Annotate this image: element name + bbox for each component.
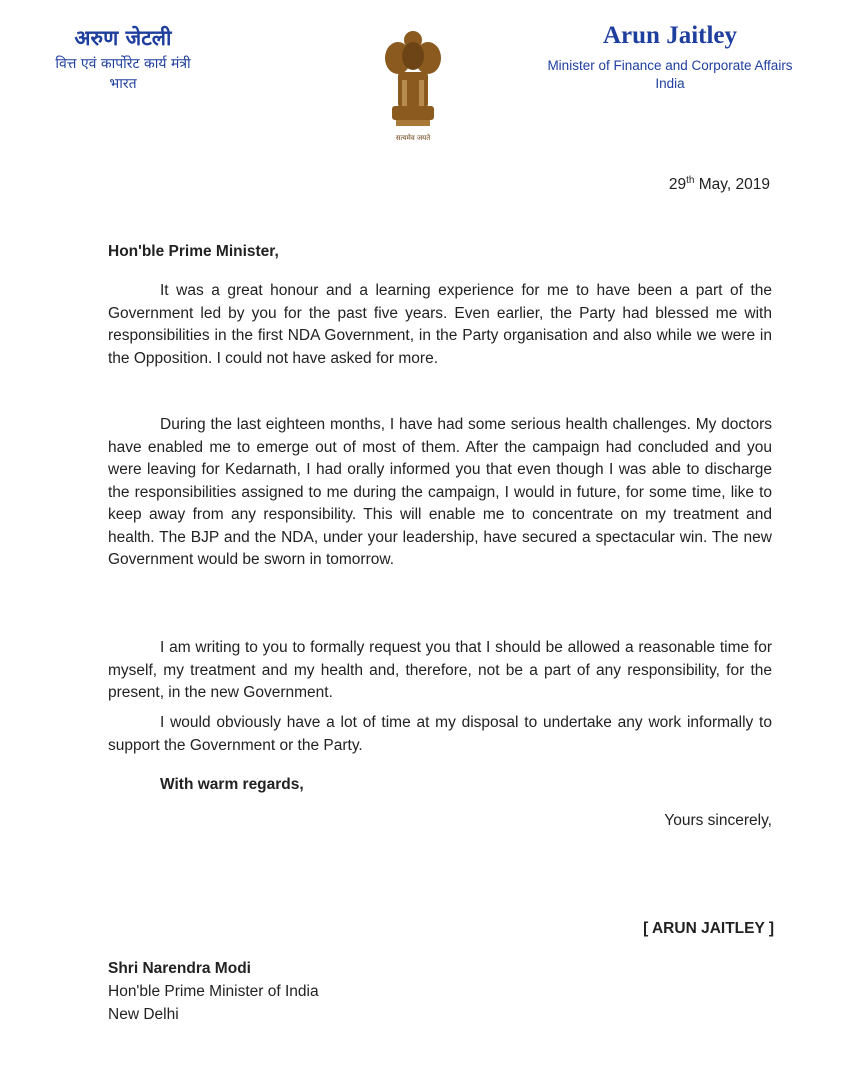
national-emblem-icon: [378, 28, 448, 144]
closing: Yours sincerely,: [664, 812, 772, 829]
recipient-city: New Delhi: [108, 1006, 179, 1023]
emblem-motto: सत्यमेव जयते: [395, 134, 431, 142]
letterhead-english-name: Arun Jaitley: [602, 22, 738, 49]
date-day: 29: [668, 176, 687, 194]
salutation: Hon'ble Prime Minister,: [108, 243, 279, 260]
recipient-name: Shri Narendra Modi: [108, 960, 251, 977]
letterhead-english-title: Minister of Finance and Corporate Affairs: [547, 58, 793, 73]
letterhead-hindi-title: वित्त एवं कार्पोरेट कार्य मंत्री: [55, 56, 191, 72]
body-paragraph: I am writing to you to formally request you that I should be allowed a reasonable time for myself, my treatment and my health and, therefore, not be a part of any responsibility, for the present, in the new Government.: [108, 639, 772, 701]
date-month-year: May, 2019: [694, 176, 770, 194]
signature-name: [ ARUN JAITLEY ]: [643, 920, 774, 937]
letterhead-english-country: India: [655, 76, 685, 91]
letter-date: [669, 170, 770, 197]
letterhead-hindi-country: भारत: [109, 76, 137, 92]
letterhead-hindi-name: अरुण जेटली: [74, 26, 172, 50]
regards: With warm regards,: [160, 776, 304, 793]
date-suffix: th: [686, 175, 695, 186]
recipient-title: Hon'ble Prime Minister of India: [108, 983, 319, 1000]
body-paragraph: During the last eighteen months, I have had some serious health challenges. My doctors have enabled me to emerge out of most of them. After the campaign had concluded and you were leaving for Kedarnath, I had orally informed you that even though I was able to discharge the responsibilities assigned to me during the campaign, I would in future, for some time, like to keep away from any responsibility. This will enable me to concentrate on my treatment and health. The BJP and the NDA, under your leadership, have secured a spectacular win. The new Government would be sworn in tomorrow.: [108, 416, 772, 568]
body-paragraph: I would obviously have a lot of time at my disposal to undertake any work informally to support the Government or the Party.: [108, 714, 772, 754]
body-paragraph: It was a great honour and a learning experience for me to have been a part of the Government led by you for the past five years. Even earlier, the Party had blessed me with responsibilities in the first NDA Government, in the Party organisation and also while we were in the Opposition. I could not have asked for more.: [108, 282, 772, 367]
